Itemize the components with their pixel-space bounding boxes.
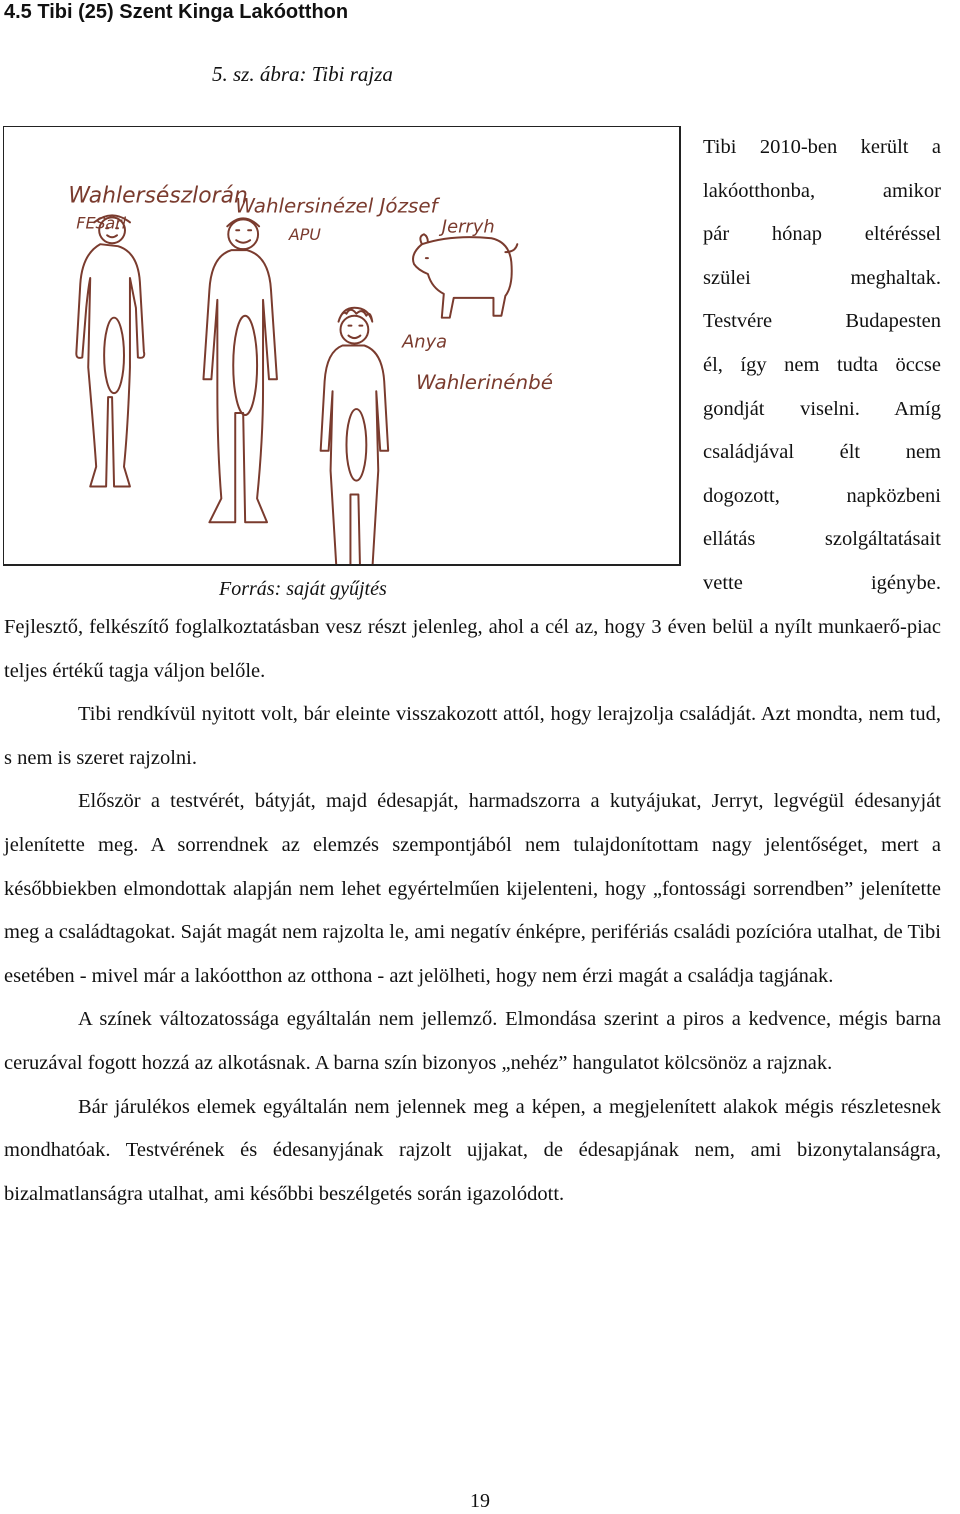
side-line: él, így nem tudta öccse <box>703 353 941 376</box>
drawing-label-7: Wahlerinénbé <box>415 371 553 395</box>
side-line: Tibi 2010-ben került a <box>703 136 941 158</box>
side-line: családjával élt nem <box>703 441 941 464</box>
figure-source: Forrás: saját gyűjtés <box>219 578 387 600</box>
side-line: Testvére Budapesten <box>703 310 941 333</box>
family-drawing-figure <box>3 126 681 566</box>
paragraph: Tibi rendkívül nyitott volt, bár eleinte visszakozott attól, hogy lerajzolja családját. Azt mondta, nem tud, s nem is szeret rajzolni. <box>4 703 941 769</box>
paragraph: Bár járulékos elemek egyáltalán nem jelennek meg a képen, a megjelenített alakok mégis részletesnek mondhatóak. Testvérének és édesanyjának rajzolt ujjakat, de édesapjának nem, ami bizonytalanságra, bizalmatlanságra utalhat, ami későbbi beszélgetés során igazolódott. <box>4 1095 941 1205</box>
side-line: ellátás szolgáltatásait <box>703 528 941 551</box>
side-line: lakóotthonba, amikor <box>703 179 941 202</box>
paragraph: Fejlesztő, felkészítő foglalkoztatásban vesz részt jelenleg, ahol a cél az, hogy 3 éven belül a nyílt munkaerő-piac teljes értékű tagja váljon belőle. <box>4 616 941 682</box>
drawing-label-1: Wahlersészlorán <box>68 183 248 209</box>
dog-figure <box>413 234 517 317</box>
section-heading: 4.5 Tibi (25) Szent Kinga Lakóotthon <box>4 1 349 23</box>
side-line: dogozott, napközbeni <box>703 484 941 507</box>
side-line: pár hónap eltéréssel <box>703 223 941 246</box>
drawing-label-6: Anya <box>402 331 448 353</box>
paragraph: Először a testvérét, bátyját, majd édesapját, harmadszorra a kutyájukat, Jerryt, legvégül édesanyját jelenítette meg. A sorrendnek az elemzés szempontjából nem tulajdonítottam nagy jelentőséget, mert a későbbiekben elmondottak alapján nem lehet egyértelműen kijelenteni, hogy „fontossági sorrendben” jelenítette meg a családtagokat. Saját magát nem rajzolta le, ami negatív énképre, perifériás családi pozícióra utalhat, de Tibi esetében - mivel már a lakóotthon az otthona - azt jelölheti, hogy nem érzi magát a családja tagjának. <box>4 790 941 987</box>
side-line: szülei meghaltak. <box>703 266 941 289</box>
mother-figure <box>321 308 389 564</box>
drawing-label-5: Jerryh <box>441 216 495 238</box>
side-paragraph <box>703 126 941 606</box>
drawing-label-3: Wahlersinézel József <box>235 194 438 218</box>
paragraph: A színek változatossága egyáltalán nem jellemző. Elmondása szerint a piros a kedvence, mégis barna ceruzával fogott hozzá az alkotásnak. A barna szín bizonyos „nehéz” hangulatot kölcsönöz a rajznak. <box>4 1008 941 1074</box>
family-drawing <box>4 127 679 564</box>
father-figure <box>203 218 276 522</box>
drawing-label-4: APU <box>288 225 321 245</box>
page-number: 19 <box>470 1490 490 1512</box>
side-line: vette igénybe. <box>703 571 941 594</box>
side-line: gondját viselni. Amíg <box>703 397 941 420</box>
brother-figure <box>76 215 144 486</box>
figure-caption: 5. sz. ábra: Tibi rajza <box>212 62 393 86</box>
body-text <box>4 606 941 1216</box>
drawing-label-2: FESari <box>76 213 127 233</box>
